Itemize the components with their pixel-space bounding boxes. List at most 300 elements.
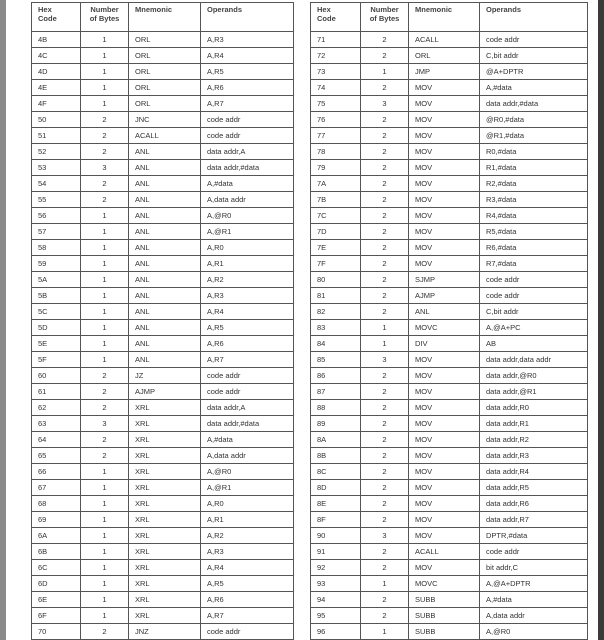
cell-operands: @R0,#data bbox=[480, 112, 588, 128]
cell-bytes: 2 bbox=[361, 368, 409, 384]
cell-operands: data addr,#data bbox=[480, 96, 588, 112]
table-row bbox=[32, 400, 294, 416]
cell-mnemonic: ANL bbox=[129, 256, 201, 272]
cell-operands: R0,#data bbox=[480, 144, 588, 160]
cell-bytes: 2 bbox=[81, 128, 129, 144]
cell-bytes: 2 bbox=[361, 240, 409, 256]
cell-mnemonic: AJMP bbox=[409, 288, 480, 304]
cell-bytes: 2 bbox=[81, 384, 129, 400]
table-row bbox=[311, 64, 588, 80]
cell-mnemonic: ANL bbox=[129, 288, 201, 304]
cell-hex-code: 93 bbox=[311, 576, 361, 592]
cell-bytes: 1 bbox=[361, 320, 409, 336]
table-row bbox=[311, 416, 588, 432]
cell-bytes: 2 bbox=[361, 32, 409, 48]
cell-mnemonic: ANL bbox=[129, 320, 201, 336]
cell-mnemonic: MOVC bbox=[409, 320, 480, 336]
cell-hex-code: 73 bbox=[311, 64, 361, 80]
table-row bbox=[311, 160, 588, 176]
cell-operands: A,R5 bbox=[201, 320, 294, 336]
cell-operands: A,#data bbox=[201, 432, 294, 448]
cell-operands: code addr bbox=[201, 624, 294, 640]
cell-operands: R5,#data bbox=[480, 224, 588, 240]
cell-mnemonic: ANL bbox=[129, 144, 201, 160]
cell-bytes: 2 bbox=[81, 368, 129, 384]
cell-bytes: 2 bbox=[361, 512, 409, 528]
cell-bytes: 2 bbox=[361, 496, 409, 512]
cell-operands: A,@R0 bbox=[201, 208, 294, 224]
cell-operands: A,R6 bbox=[201, 80, 294, 96]
cell-mnemonic: ANL bbox=[129, 224, 201, 240]
table-row bbox=[311, 144, 588, 160]
cell-operands: code addr bbox=[480, 544, 588, 560]
cell-mnemonic: SJMP bbox=[409, 272, 480, 288]
cell-bytes: 1 bbox=[81, 240, 129, 256]
cell-bytes: 2 bbox=[361, 192, 409, 208]
cell-operands: A,@A+PC bbox=[480, 320, 588, 336]
cell-mnemonic: XRL bbox=[129, 432, 201, 448]
cell-operands: code addr bbox=[201, 112, 294, 128]
table-row bbox=[32, 320, 294, 336]
cell-mnemonic: JZ bbox=[129, 368, 201, 384]
cell-operands: A,R4 bbox=[201, 560, 294, 576]
cell-operands: data addr,R6 bbox=[480, 496, 588, 512]
cell-mnemonic: MOV bbox=[409, 176, 480, 192]
table-row bbox=[32, 128, 294, 144]
cell-mnemonic: MOV bbox=[409, 128, 480, 144]
cell-operands: A,@R0 bbox=[201, 464, 294, 480]
cell-operands: R4,#data bbox=[480, 208, 588, 224]
table-row bbox=[32, 288, 294, 304]
cell-operands: A,@A+DPTR bbox=[480, 576, 588, 592]
table-row bbox=[32, 448, 294, 464]
cell-bytes: 1 bbox=[81, 80, 129, 96]
table-row bbox=[311, 80, 588, 96]
cell-hex-code: 7B bbox=[311, 192, 361, 208]
cell-bytes: 1 bbox=[361, 624, 409, 640]
cell-mnemonic: MOV bbox=[409, 480, 480, 496]
cell-mnemonic: ACALL bbox=[409, 32, 480, 48]
table-row bbox=[311, 128, 588, 144]
cell-hex-code: 6F bbox=[32, 608, 81, 624]
cell-hex-code: 74 bbox=[311, 80, 361, 96]
page-border-left bbox=[0, 0, 6, 640]
cell-hex-code: 58 bbox=[32, 240, 81, 256]
cell-operands: R6,#data bbox=[480, 240, 588, 256]
cell-bytes: 1 bbox=[81, 304, 129, 320]
cell-hex-code: 91 bbox=[311, 544, 361, 560]
cell-mnemonic: XRL bbox=[129, 480, 201, 496]
cell-mnemonic: MOV bbox=[409, 160, 480, 176]
cell-operands: A,R6 bbox=[201, 592, 294, 608]
cell-hex-code: 70 bbox=[32, 624, 81, 640]
table-row bbox=[32, 208, 294, 224]
cell-mnemonic: MOV bbox=[409, 224, 480, 240]
cell-operands: code addr bbox=[480, 288, 588, 304]
cell-bytes: 2 bbox=[361, 384, 409, 400]
cell-hex-code: 95 bbox=[311, 608, 361, 624]
cell-bytes: 1 bbox=[81, 512, 129, 528]
header-hex-code: Hex Code bbox=[311, 3, 361, 32]
header-mnemonic: Mnemonic bbox=[129, 3, 201, 32]
table-row bbox=[32, 560, 294, 576]
cell-mnemonic: ACALL bbox=[129, 128, 201, 144]
cell-hex-code: 5B bbox=[32, 288, 81, 304]
cell-mnemonic: ANL bbox=[129, 336, 201, 352]
table-row bbox=[32, 304, 294, 320]
table-row bbox=[311, 112, 588, 128]
header-operands: Operands bbox=[201, 3, 294, 32]
cell-operands: code addr bbox=[480, 272, 588, 288]
table-row bbox=[32, 352, 294, 368]
cell-operands: A,R7 bbox=[201, 352, 294, 368]
table-row bbox=[311, 544, 588, 560]
cell-bytes: 2 bbox=[81, 112, 129, 128]
cell-hex-code: 90 bbox=[311, 528, 361, 544]
cell-hex-code: 5A bbox=[32, 272, 81, 288]
table-row bbox=[311, 32, 588, 48]
cell-mnemonic: SUBB bbox=[409, 624, 480, 640]
cell-operands: A,R0 bbox=[201, 496, 294, 512]
cell-operands: data addr,#data bbox=[201, 416, 294, 432]
table-row bbox=[311, 560, 588, 576]
cell-bytes: 3 bbox=[361, 96, 409, 112]
cell-hex-code: 64 bbox=[32, 432, 81, 448]
cell-operands: R1,#data bbox=[480, 160, 588, 176]
cell-bytes: 1 bbox=[361, 64, 409, 80]
cell-mnemonic: AJMP bbox=[129, 384, 201, 400]
cell-operands: data addr,R7 bbox=[480, 512, 588, 528]
table-row bbox=[311, 432, 588, 448]
cell-bytes: 1 bbox=[81, 576, 129, 592]
cell-bytes: 2 bbox=[361, 112, 409, 128]
cell-mnemonic: XRL bbox=[129, 576, 201, 592]
cell-hex-code: 68 bbox=[32, 496, 81, 512]
cell-mnemonic: ANL bbox=[129, 208, 201, 224]
table-row bbox=[311, 400, 588, 416]
cell-mnemonic: XRL bbox=[129, 400, 201, 416]
cell-hex-code: 8F bbox=[311, 512, 361, 528]
cell-bytes: 1 bbox=[81, 64, 129, 80]
cell-hex-code: 8A bbox=[311, 432, 361, 448]
cell-bytes: 1 bbox=[81, 208, 129, 224]
table-row bbox=[311, 368, 588, 384]
cell-operands: C,bit addr bbox=[480, 48, 588, 64]
table-row bbox=[311, 624, 588, 640]
cell-mnemonic: ORL bbox=[129, 48, 201, 64]
cell-hex-code: 81 bbox=[311, 288, 361, 304]
cell-mnemonic: MOV bbox=[409, 432, 480, 448]
cell-hex-code: 94 bbox=[311, 592, 361, 608]
cell-hex-code: 65 bbox=[32, 448, 81, 464]
cell-hex-code: 8E bbox=[311, 496, 361, 512]
cell-hex-code: 72 bbox=[311, 48, 361, 64]
cell-operands: A,R0 bbox=[201, 240, 294, 256]
cell-hex-code: 69 bbox=[32, 512, 81, 528]
cell-operands: data addr,data addr bbox=[480, 352, 588, 368]
cell-bytes: 1 bbox=[81, 544, 129, 560]
cell-bytes: 1 bbox=[81, 224, 129, 240]
cell-hex-code: 54 bbox=[32, 176, 81, 192]
cell-hex-code: 71 bbox=[311, 32, 361, 48]
table-row bbox=[32, 624, 294, 640]
cell-hex-code: 57 bbox=[32, 224, 81, 240]
cell-bytes: 3 bbox=[81, 416, 129, 432]
cell-bytes: 2 bbox=[361, 224, 409, 240]
cell-operands: A,R7 bbox=[201, 96, 294, 112]
cell-mnemonic: MOV bbox=[409, 208, 480, 224]
cell-bytes: 2 bbox=[361, 48, 409, 64]
table-row bbox=[32, 416, 294, 432]
cell-hex-code: 75 bbox=[311, 96, 361, 112]
cell-hex-code: 7E bbox=[311, 240, 361, 256]
cell-hex-code: 79 bbox=[311, 160, 361, 176]
cell-hex-code: 80 bbox=[311, 272, 361, 288]
cell-bytes: 1 bbox=[81, 528, 129, 544]
table-row bbox=[32, 80, 294, 96]
cell-mnemonic: MOV bbox=[409, 368, 480, 384]
cell-bytes: 1 bbox=[81, 272, 129, 288]
table-row bbox=[311, 608, 588, 624]
cell-bytes: 2 bbox=[361, 176, 409, 192]
cell-bytes: 2 bbox=[361, 400, 409, 416]
cell-operands: A,R3 bbox=[201, 32, 294, 48]
cell-operands: A,@R1 bbox=[201, 480, 294, 496]
cell-mnemonic: DIV bbox=[409, 336, 480, 352]
table-row bbox=[32, 144, 294, 160]
cell-hex-code: 88 bbox=[311, 400, 361, 416]
cell-hex-code: 52 bbox=[32, 144, 81, 160]
cell-bytes: 1 bbox=[81, 256, 129, 272]
cell-mnemonic: JMP bbox=[409, 64, 480, 80]
table-row bbox=[32, 112, 294, 128]
cell-operands: @A+DPTR bbox=[480, 64, 588, 80]
table-row bbox=[32, 512, 294, 528]
cell-bytes: 1 bbox=[81, 352, 129, 368]
cell-hex-code: 5E bbox=[32, 336, 81, 352]
cell-bytes: 2 bbox=[361, 304, 409, 320]
cell-operands: bit addr,C bbox=[480, 560, 588, 576]
cell-hex-code: 61 bbox=[32, 384, 81, 400]
cell-operands: data addr,R2 bbox=[480, 432, 588, 448]
table-row bbox=[311, 448, 588, 464]
table-row bbox=[32, 544, 294, 560]
table-row bbox=[311, 320, 588, 336]
cell-mnemonic: MOV bbox=[409, 112, 480, 128]
cell-operands: A,#data bbox=[480, 80, 588, 96]
cell-hex-code: 8D bbox=[311, 480, 361, 496]
cell-hex-code: 6D bbox=[32, 576, 81, 592]
cell-hex-code: 6C bbox=[32, 560, 81, 576]
table-row bbox=[311, 48, 588, 64]
cell-mnemonic: MOV bbox=[409, 256, 480, 272]
cell-hex-code: 67 bbox=[32, 480, 81, 496]
cell-bytes: 2 bbox=[361, 560, 409, 576]
cell-bytes: 2 bbox=[81, 144, 129, 160]
cell-bytes: 1 bbox=[81, 608, 129, 624]
table-row bbox=[32, 192, 294, 208]
cell-mnemonic: ANL bbox=[129, 160, 201, 176]
cell-hex-code: 66 bbox=[32, 464, 81, 480]
cell-hex-code: 59 bbox=[32, 256, 81, 272]
cell-bytes: 2 bbox=[81, 432, 129, 448]
cell-mnemonic: MOV bbox=[409, 144, 480, 160]
cell-mnemonic: MOV bbox=[409, 80, 480, 96]
table-row bbox=[311, 336, 588, 352]
cell-mnemonic: XRL bbox=[129, 528, 201, 544]
table-row bbox=[32, 592, 294, 608]
cell-operands: A,R5 bbox=[201, 64, 294, 80]
cell-operands: A,R2 bbox=[201, 528, 294, 544]
cell-hex-code: 4F bbox=[32, 96, 81, 112]
cell-bytes: 1 bbox=[81, 288, 129, 304]
cell-mnemonic: ANL bbox=[129, 272, 201, 288]
cell-hex-code: 83 bbox=[311, 320, 361, 336]
cell-bytes: 2 bbox=[361, 256, 409, 272]
cell-hex-code: 8B bbox=[311, 448, 361, 464]
cell-operands: code addr bbox=[201, 384, 294, 400]
cell-bytes: 1 bbox=[361, 336, 409, 352]
cell-hex-code: 50 bbox=[32, 112, 81, 128]
cell-bytes: 1 bbox=[361, 576, 409, 592]
cell-mnemonic: MOV bbox=[409, 96, 480, 112]
table-row bbox=[311, 480, 588, 496]
table-row bbox=[311, 528, 588, 544]
cell-operands: data addr,A bbox=[201, 400, 294, 416]
cell-operands: R2,#data bbox=[480, 176, 588, 192]
cell-mnemonic: XRL bbox=[129, 560, 201, 576]
cell-bytes: 1 bbox=[81, 336, 129, 352]
cell-operands: A,@R1 bbox=[201, 224, 294, 240]
cell-mnemonic: XRL bbox=[129, 608, 201, 624]
table-row bbox=[32, 464, 294, 480]
cell-hex-code: 55 bbox=[32, 192, 81, 208]
cell-mnemonic: ORL bbox=[129, 32, 201, 48]
cell-hex-code: 7C bbox=[311, 208, 361, 224]
cell-operands: data addr,#data bbox=[201, 160, 294, 176]
table-row bbox=[32, 240, 294, 256]
cell-bytes: 2 bbox=[361, 272, 409, 288]
cell-mnemonic: XRL bbox=[129, 464, 201, 480]
table-row bbox=[32, 272, 294, 288]
cell-bytes: 1 bbox=[81, 496, 129, 512]
header-number-of-bytes: Number of Bytes bbox=[361, 3, 409, 32]
table-row bbox=[311, 240, 588, 256]
table-row bbox=[32, 224, 294, 240]
cell-mnemonic: ANL bbox=[129, 352, 201, 368]
cell-operands: A,R6 bbox=[201, 336, 294, 352]
table-row bbox=[311, 96, 588, 112]
cell-hex-code: 7D bbox=[311, 224, 361, 240]
cell-mnemonic: MOV bbox=[409, 528, 480, 544]
cell-operands: C,bit addr bbox=[480, 304, 588, 320]
page-border-right bbox=[598, 0, 604, 640]
cell-mnemonic: SUBB bbox=[409, 608, 480, 624]
cell-operands: data addr,R4 bbox=[480, 464, 588, 480]
cell-operands: data addr,A bbox=[201, 144, 294, 160]
cell-bytes: 1 bbox=[81, 32, 129, 48]
cell-bytes: 2 bbox=[361, 288, 409, 304]
cell-mnemonic: ORL bbox=[129, 96, 201, 112]
cell-hex-code: 5D bbox=[32, 320, 81, 336]
cell-operands: A,@R0 bbox=[480, 624, 588, 640]
table-row bbox=[311, 288, 588, 304]
table-row bbox=[311, 224, 588, 240]
header-operands: Operands bbox=[480, 3, 588, 32]
table-row bbox=[32, 608, 294, 624]
cell-operands: DPTR,#data bbox=[480, 528, 588, 544]
cell-mnemonic: ANL bbox=[409, 304, 480, 320]
cell-hex-code: 4E bbox=[32, 80, 81, 96]
cell-bytes: 2 bbox=[361, 480, 409, 496]
cell-operands: A,R3 bbox=[201, 288, 294, 304]
table-row bbox=[311, 176, 588, 192]
table-row bbox=[32, 528, 294, 544]
cell-mnemonic: MOVC bbox=[409, 576, 480, 592]
cell-operands: A,data addr bbox=[480, 608, 588, 624]
cell-bytes: 2 bbox=[81, 176, 129, 192]
table-row bbox=[311, 384, 588, 400]
cell-mnemonic: ORL bbox=[129, 80, 201, 96]
header-mnemonic: Mnemonic bbox=[409, 3, 480, 32]
cell-mnemonic: MOV bbox=[409, 384, 480, 400]
cell-hex-code: 5C bbox=[32, 304, 81, 320]
cell-mnemonic: ANL bbox=[129, 176, 201, 192]
cell-mnemonic: MOV bbox=[409, 448, 480, 464]
cell-mnemonic: XRL bbox=[129, 496, 201, 512]
opcode-table-left bbox=[31, 2, 294, 640]
table-row bbox=[311, 352, 588, 368]
cell-hex-code: 63 bbox=[32, 416, 81, 432]
cell-operands: A,R1 bbox=[201, 512, 294, 528]
table-header bbox=[311, 3, 588, 32]
cell-mnemonic: XRL bbox=[129, 448, 201, 464]
cell-bytes: 2 bbox=[361, 128, 409, 144]
cell-operands: A,R3 bbox=[201, 544, 294, 560]
cell-hex-code: 5F bbox=[32, 352, 81, 368]
table-row bbox=[32, 160, 294, 176]
cell-mnemonic: ANL bbox=[129, 240, 201, 256]
cell-mnemonic: MOV bbox=[409, 512, 480, 528]
cell-bytes: 2 bbox=[361, 160, 409, 176]
cell-mnemonic: ANL bbox=[129, 304, 201, 320]
cell-bytes: 2 bbox=[81, 400, 129, 416]
cell-hex-code: 89 bbox=[311, 416, 361, 432]
cell-bytes: 2 bbox=[361, 432, 409, 448]
cell-mnemonic: MOV bbox=[409, 560, 480, 576]
cell-operands: A,R2 bbox=[201, 272, 294, 288]
cell-mnemonic: MOV bbox=[409, 496, 480, 512]
cell-operands: R7,#data bbox=[480, 256, 588, 272]
cell-hex-code: 62 bbox=[32, 400, 81, 416]
cell-hex-code: 6A bbox=[32, 528, 81, 544]
cell-operands: A,R4 bbox=[201, 304, 294, 320]
table-row bbox=[311, 464, 588, 480]
cell-hex-code: 7F bbox=[311, 256, 361, 272]
cell-operands: R3,#data bbox=[480, 192, 588, 208]
cell-mnemonic: SUBB bbox=[409, 592, 480, 608]
cell-hex-code: 78 bbox=[311, 144, 361, 160]
cell-hex-code: 8C bbox=[311, 464, 361, 480]
cell-bytes: 2 bbox=[361, 448, 409, 464]
cell-operands: AB bbox=[480, 336, 588, 352]
table-row bbox=[311, 496, 588, 512]
cell-hex-code: 4B bbox=[32, 32, 81, 48]
cell-bytes: 2 bbox=[81, 448, 129, 464]
cell-operands: code addr bbox=[201, 128, 294, 144]
cell-hex-code: 82 bbox=[311, 304, 361, 320]
opcode-table-right bbox=[310, 2, 588, 640]
